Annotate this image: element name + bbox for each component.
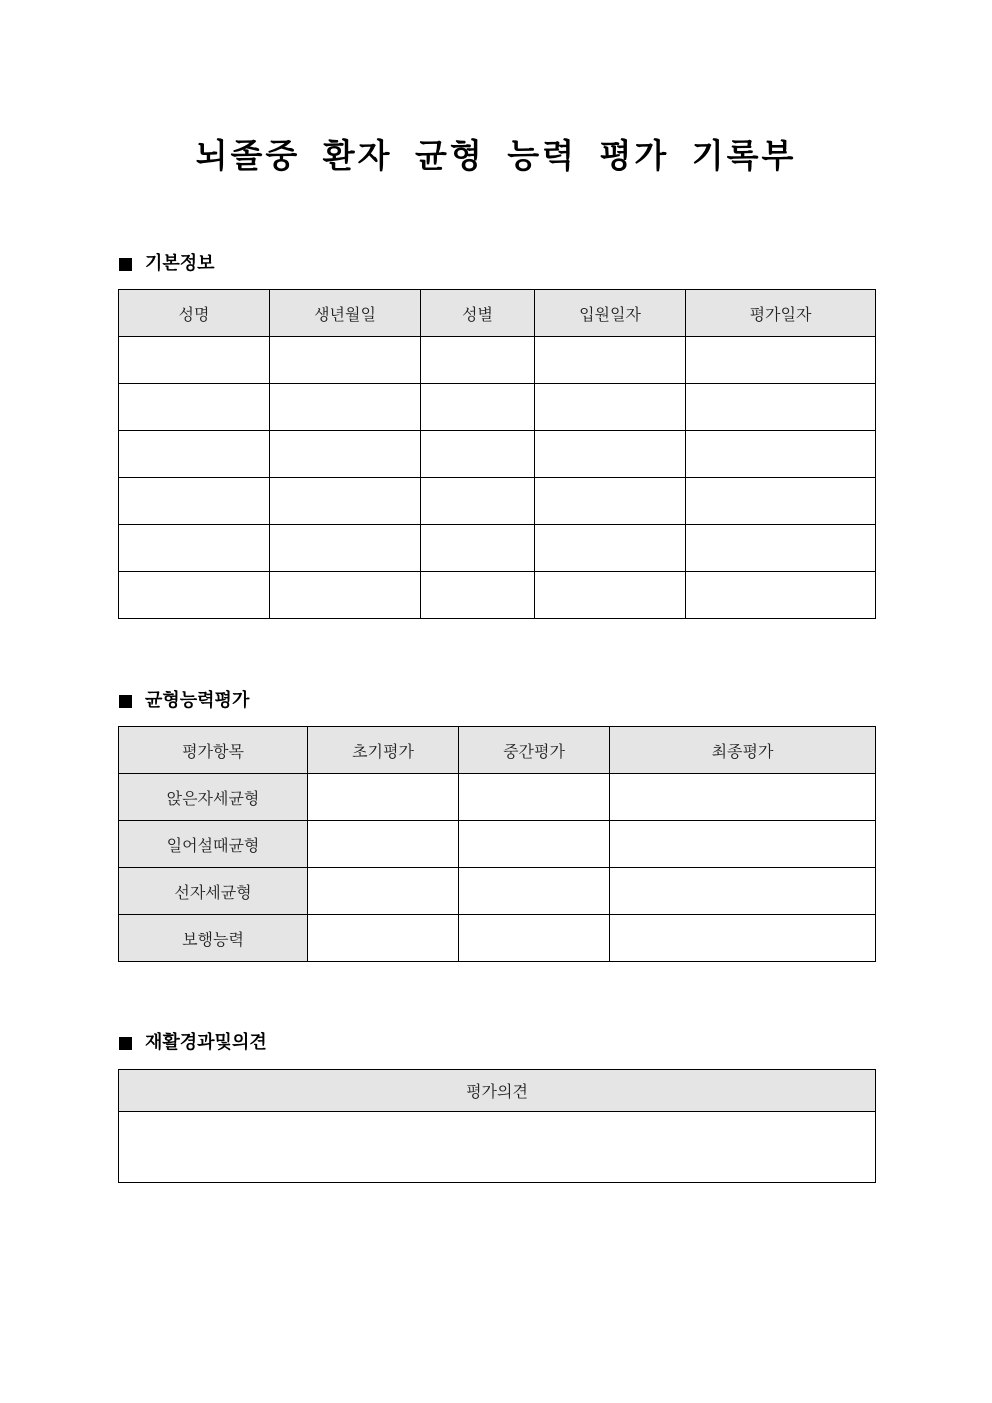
middle-score-cell[interactable] <box>459 915 610 962</box>
birthdate-cell[interactable] <box>270 572 421 619</box>
basic-info-table <box>118 289 876 619</box>
admission-date-cell[interactable] <box>535 431 686 478</box>
table-row <box>119 572 876 619</box>
table-row <box>119 337 876 384</box>
sex-cell[interactable] <box>421 337 535 384</box>
evaluation-item-label: 보행능력 <box>119 915 308 962</box>
column-header-evaluation-item: 평가항목 <box>119 727 308 774</box>
column-header-opinion: 평가의견 <box>119 1070 876 1112</box>
name-cell[interactable] <box>119 572 270 619</box>
initial-score-cell[interactable] <box>308 868 459 915</box>
column-header-sex: 성별 <box>421 290 535 337</box>
column-header-middle: 중간평가 <box>459 727 610 774</box>
evaluation-date-cell[interactable] <box>686 572 876 619</box>
evaluation-date-cell[interactable] <box>686 384 876 431</box>
middle-score-cell[interactable] <box>459 774 610 821</box>
balance-evaluation-table <box>118 726 876 962</box>
table-row <box>119 821 876 868</box>
admission-date-cell[interactable] <box>535 572 686 619</box>
initial-score-cell[interactable] <box>308 915 459 962</box>
table-header-row <box>119 727 876 774</box>
table-row <box>119 478 876 525</box>
table-row <box>119 774 876 821</box>
section-heading-label: 재활경과및의견 <box>145 1032 267 1053</box>
section-heading-rehab <box>119 1031 267 1055</box>
evaluation-item-label: 앉은자세균형 <box>119 774 308 821</box>
birthdate-cell[interactable] <box>270 337 421 384</box>
birthdate-cell[interactable] <box>270 478 421 525</box>
square-bullet-icon <box>119 1037 132 1050</box>
table-row <box>119 384 876 431</box>
initial-score-cell[interactable] <box>308 774 459 821</box>
final-score-cell[interactable] <box>610 821 876 868</box>
column-header-initial: 초기평가 <box>308 727 459 774</box>
table-header-row <box>119 290 876 337</box>
birthdate-cell[interactable] <box>270 384 421 431</box>
table-header-row <box>119 1070 876 1112</box>
middle-score-cell[interactable] <box>459 821 610 868</box>
admission-date-cell[interactable] <box>535 384 686 431</box>
name-cell[interactable] <box>119 384 270 431</box>
admission-date-cell[interactable] <box>535 337 686 384</box>
final-score-cell[interactable] <box>610 774 876 821</box>
table-row <box>119 868 876 915</box>
middle-score-cell[interactable] <box>459 868 610 915</box>
name-cell[interactable] <box>119 478 270 525</box>
section-heading-balance <box>119 689 249 713</box>
section-heading-label: 균형능력평가 <box>145 690 250 711</box>
birthdate-cell[interactable] <box>270 431 421 478</box>
column-header-admission-date: 입원일자 <box>535 290 686 337</box>
name-cell[interactable] <box>119 431 270 478</box>
opinion-cell[interactable] <box>119 1112 876 1183</box>
document-title: 뇌졸중 환자 균형 능력 평가 기록부 <box>195 136 797 175</box>
admission-date-cell[interactable] <box>535 478 686 525</box>
evaluation-date-cell[interactable] <box>686 525 876 572</box>
table-row <box>119 431 876 478</box>
evaluation-date-cell[interactable] <box>686 478 876 525</box>
initial-score-cell[interactable] <box>308 821 459 868</box>
column-header-final: 최종평가 <box>610 727 876 774</box>
birthdate-cell[interactable] <box>270 525 421 572</box>
column-header-evaluation-date: 평가일자 <box>686 290 876 337</box>
section-heading-basic-info <box>119 252 215 276</box>
evaluation-date-cell[interactable] <box>686 337 876 384</box>
square-bullet-icon <box>119 258 132 271</box>
sex-cell[interactable] <box>421 572 535 619</box>
sex-cell[interactable] <box>421 525 535 572</box>
section-heading-label: 기본정보 <box>145 253 215 274</box>
evaluation-item-label: 일어설때균형 <box>119 821 308 868</box>
name-cell[interactable] <box>119 525 270 572</box>
table-row <box>119 525 876 572</box>
name-cell[interactable] <box>119 337 270 384</box>
sex-cell[interactable] <box>421 384 535 431</box>
sex-cell[interactable] <box>421 478 535 525</box>
evaluation-item-label: 선자세균형 <box>119 868 308 915</box>
sex-cell[interactable] <box>421 431 535 478</box>
rehab-opinion-table <box>118 1069 876 1183</box>
final-score-cell[interactable] <box>610 915 876 962</box>
final-score-cell[interactable] <box>610 868 876 915</box>
square-bullet-icon <box>119 695 132 708</box>
evaluation-date-cell[interactable] <box>686 431 876 478</box>
admission-date-cell[interactable] <box>535 525 686 572</box>
column-header-birthdate: 생년월일 <box>270 290 421 337</box>
table-row <box>119 915 876 962</box>
table-row <box>119 1112 876 1183</box>
column-header-name: 성명 <box>119 290 270 337</box>
